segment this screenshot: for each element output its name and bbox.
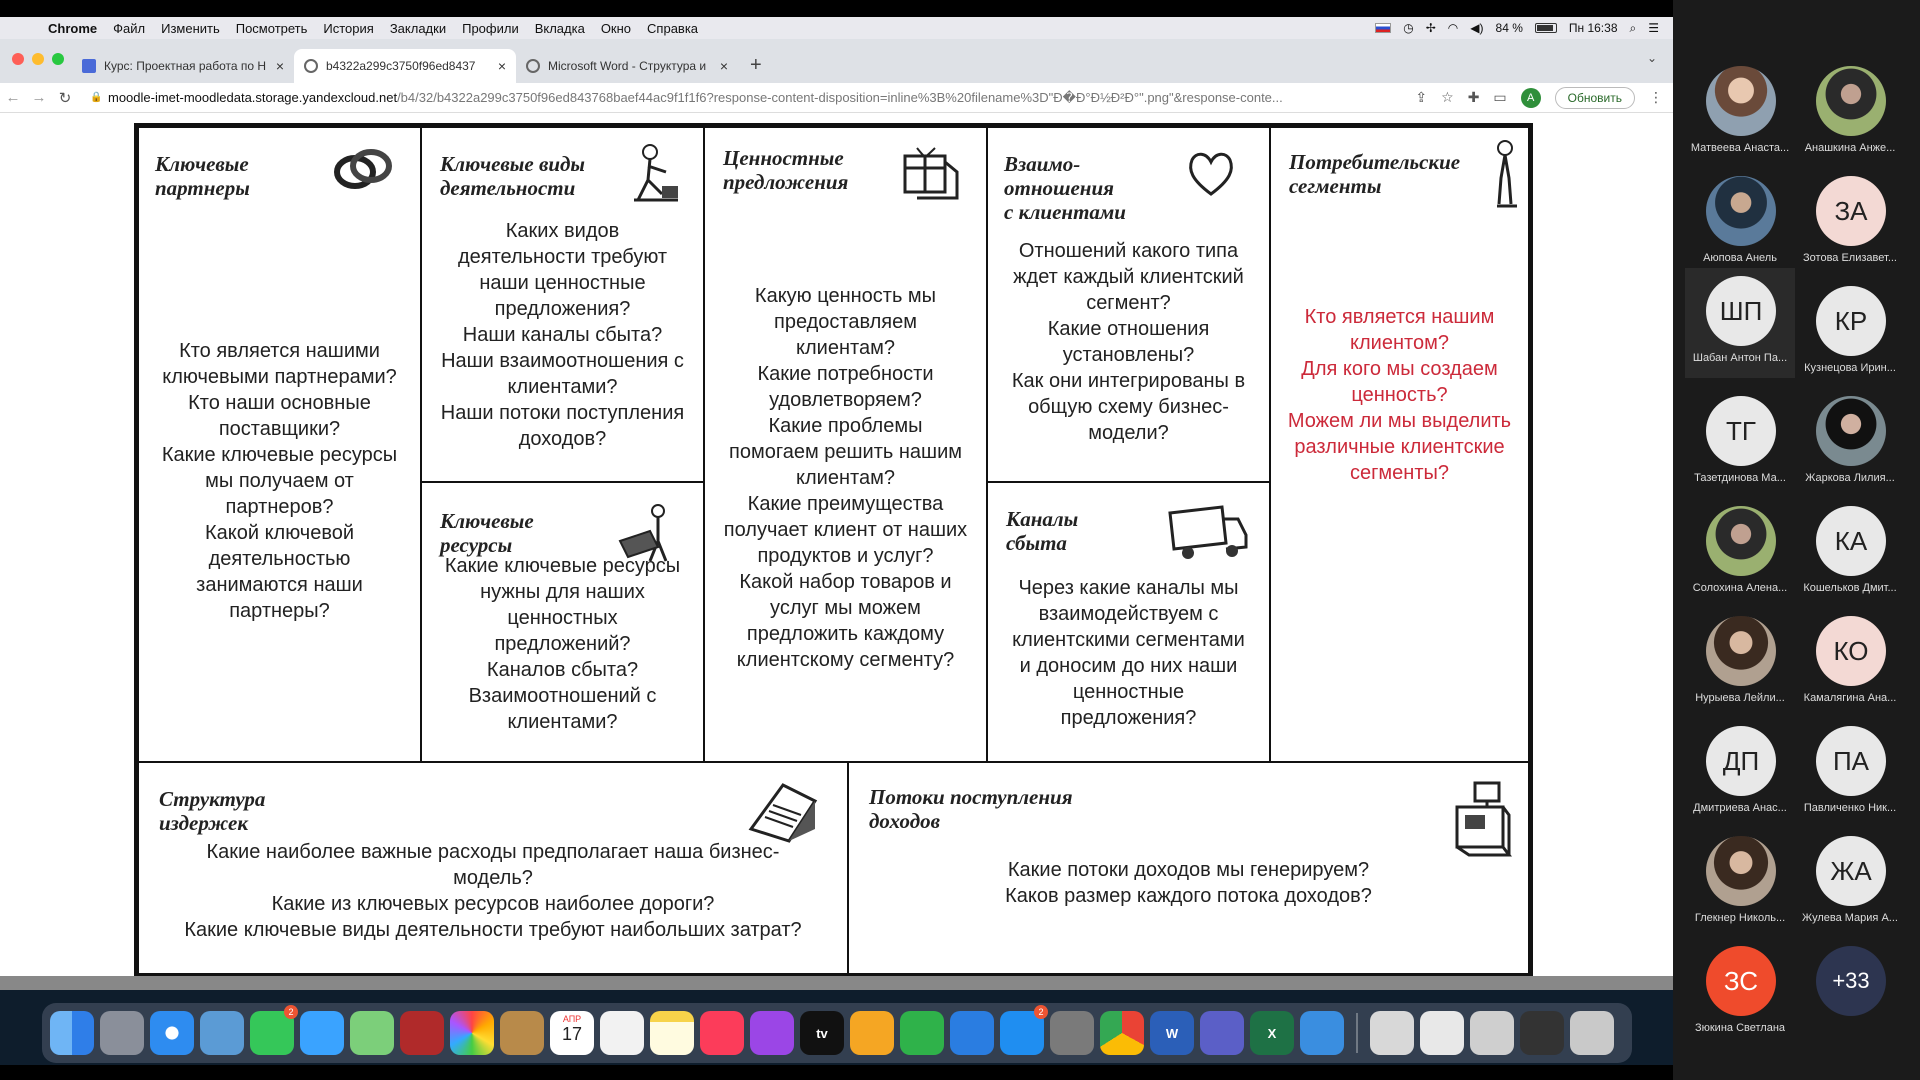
participant-name: Камалягина Ана... <box>1803 692 1897 704</box>
participant-name: Жаркова Лилия... <box>1805 472 1895 484</box>
input-language-icon[interactable] <box>1375 23 1391 33</box>
person-icon <box>1487 138 1523 210</box>
more-menu-icon[interactable]: ⋮ <box>1649 89 1663 105</box>
menu-tab[interactable]: Вкладка <box>534 20 585 36</box>
participant-name: Матвеева Анаста... <box>1690 142 1790 154</box>
more-participants-count: +33 <box>1816 946 1886 1016</box>
participant-name: Дмитриева Анас... <box>1693 802 1787 814</box>
block-text: Какую ценность мы предоставляем клиентам? Какие потребности удовлетворяем? Какие проблемы помогаем решить нашим клиентам? Какие преимущества получает клиент от наших продуктов и услуг? Какой набор товаров и услуг мы можем предложить каждому клиентскому сегменту? <box>723 285 968 671</box>
tab-title: b4322a299c3750f96ed8437 <box>326 59 476 73</box>
participant-tile-speaking[interactable] <box>1685 268 1795 378</box>
screen-share-icon[interactable] <box>1520 1011 1564 1055</box>
block-title: Ключевые партнеры <box>155 152 250 200</box>
dock-separator <box>1356 1013 1358 1053</box>
participant-name: Нурыева Лейли... <box>1695 692 1785 704</box>
block-title: Потоки поступления доходов <box>869 785 1073 833</box>
participant-tile[interactable] <box>1685 168 1795 278</box>
close-tab-icon[interactable]: × <box>497 58 506 74</box>
block-cost-structure <box>137 761 849 975</box>
menu-window[interactable]: Окно <box>600 20 632 36</box>
block-title: Каналы сбыта <box>1006 507 1079 555</box>
participant-name: Жулева Мария А... <box>1802 912 1898 924</box>
control-icon[interactable]: ✢ <box>1425 21 1436 35</box>
close-tab-icon[interactable]: × <box>275 58 284 74</box>
launchpad-icon[interactable] <box>100 1011 144 1055</box>
participant-avatar: КО <box>1816 616 1886 686</box>
block-value-propositions <box>703 126 988 763</box>
participant-tile[interactable] <box>1795 828 1905 938</box>
address-bar-row <box>0 83 1673 113</box>
url-host: moodle-imet-moodledata.storage.yandexcloud.net <box>108 89 398 105</box>
macos-dock <box>42 1003 1632 1063</box>
app-store-icon[interactable] <box>1000 1007 1044 1055</box>
menu-app-name[interactable]: Chrome <box>48 20 98 36</box>
participant-tile[interactable] <box>1685 388 1795 498</box>
facetime-icon[interactable] <box>250 1007 294 1055</box>
block-key-resources <box>420 481 705 763</box>
tab-search-chevron-icon[interactable]: ⌄ <box>1646 51 1657 65</box>
word-icon[interactable]: W <box>1150 1011 1194 1055</box>
participant-avatar <box>1816 396 1886 466</box>
toolbar-icons <box>1415 87 1673 109</box>
participant-tile[interactable] <box>1795 718 1905 828</box>
page-bottom-edge <box>0 976 1673 990</box>
participant-tile[interactable] <box>1685 718 1795 828</box>
block-title: Потребительские сегменты <box>1289 150 1461 198</box>
pages-icon[interactable] <box>850 1011 894 1055</box>
participant-avatar <box>1706 836 1776 906</box>
block-text: Какие ключевые ресурсы нужны для наших ценностных предложений? Каналов сбыта? Взаимоотношений с клиентами? <box>444 555 681 733</box>
facetime-badge: 2 <box>284 1005 298 1019</box>
extensions-puzzle-icon[interactable]: ✚ <box>1467 89 1480 105</box>
tab-image-active[interactable] <box>294 49 516 83</box>
block-title: Взаимо- отношения с клиентами <box>1004 152 1126 224</box>
calendar-icon[interactable] <box>550 1011 594 1055</box>
receipt-icon <box>743 779 823 845</box>
participant-tile[interactable] <box>1685 608 1795 718</box>
share-icon[interactable]: ⇪ <box>1415 89 1428 105</box>
participants-panel <box>1673 0 1920 1080</box>
side-panel-icon[interactable]: ▭ <box>1493 89 1507 105</box>
globe-icon <box>526 59 540 73</box>
participant-avatar: ЖА <box>1816 836 1886 906</box>
menu-profiles[interactable]: Профили <box>462 20 519 36</box>
photo-booth-icon[interactable] <box>400 1011 444 1055</box>
menu-history[interactable]: История <box>323 20 374 36</box>
tab-strip <box>72 47 762 83</box>
participant-name: Зюкина Светлана <box>1694 1022 1786 1034</box>
macos-menubar <box>0 17 1673 39</box>
business-model-canvas <box>125 113 1550 986</box>
participant-name: Кузнецова Ирин... <box>1804 362 1896 374</box>
block-text: Кто является нашими ключевыми партнерами? Кто наши основные поставщики? Какие ключевые ресурсы мы получаем от партнеров? Какой ключевой деятельностью занимаются наши партнеры? <box>161 340 398 622</box>
teams-icon[interactable] <box>1200 1011 1244 1055</box>
block-text: Кто является нашим клиентом? Для кого мы создаем ценность? Можем ли мы выделить различные клиентские сегменты? <box>1287 306 1512 484</box>
app-store-badge: 2 <box>1034 1005 1048 1019</box>
zoom-window-button[interactable] <box>52 53 64 65</box>
back-arrow-icon[interactable]: ← <box>5 89 21 106</box>
tab-title: Курс: Проектная работа по Н <box>104 59 267 73</box>
close-tab-icon[interactable]: × <box>719 58 728 74</box>
block-title: Структура издержек <box>159 787 266 835</box>
trash-icon[interactable] <box>1570 1011 1614 1055</box>
menu-help[interactable]: Справка <box>647 20 699 36</box>
block-title: Ключевые ресурсы <box>440 509 534 557</box>
participant-name: Шабан Антон Па... <box>1692 352 1788 364</box>
keynote-icon[interactable] <box>950 1011 994 1055</box>
block-customer-relationships <box>986 126 1271 483</box>
url-path: /b4/32/b4322a299c3750f96ed843768baef44ac9f1f1f6?response-content-disposition=inline%3B%20filename%3D"Ð�Ð°Ð½Ð²Ð°".png"&response-conte... <box>397 89 1283 105</box>
block-text: Через какие каналы мы взаимодействуем с клиентскими сегментами и доносим до них наши ценностные предложения? <box>1012 577 1245 729</box>
participant-name: Зотова Елизавет... <box>1803 252 1897 264</box>
participant-avatar: ТГ <box>1706 396 1776 466</box>
archive-utility-icon[interactable] <box>1370 1011 1414 1055</box>
participant-tile[interactable] <box>1685 828 1795 938</box>
participant-avatar: ДП <box>1706 726 1776 796</box>
notes-icon[interactable] <box>650 1011 694 1055</box>
menu-file[interactable]: Файл <box>113 20 146 36</box>
block-text: Каких видов деятельности требуют наши ценностные предложения? Наши каналы сбыта? Наши взаимоотношения с клиентами? Наши потоки поступления доходов? <box>440 220 685 450</box>
block-key-activities <box>420 126 705 483</box>
participant-tile[interactable] <box>1685 938 1795 1048</box>
participant-name: Аюпова Анель <box>1703 252 1777 264</box>
contacts-icon[interactable] <box>500 1011 544 1055</box>
menu-edit[interactable]: Изменить <box>161 20 220 36</box>
participant-tile[interactable] <box>1795 608 1905 718</box>
finder-icon[interactable] <box>50 1011 94 1055</box>
profile-avatar[interactable]: A <box>1521 88 1541 108</box>
minimize-window-button[interactable] <box>32 53 44 65</box>
participant-tile[interactable] <box>1795 498 1905 608</box>
calendar-day: 17 <box>561 1024 583 1044</box>
recent-document-icon[interactable] <box>1470 1011 1514 1055</box>
delivery-truck-icon <box>1166 503 1250 563</box>
participant-tile[interactable] <box>1685 58 1795 168</box>
participant-name: Солохина Алена... <box>1692 582 1788 594</box>
participant-name: Павличенко Ник... <box>1803 802 1897 814</box>
participant-tile[interactable] <box>1795 278 1905 388</box>
podcasts-icon[interactable] <box>750 1011 794 1055</box>
block-text: Какие потоки доходов мы генерируем? Каков размер каждого потока доходов? <box>1005 859 1372 907</box>
volume-icon[interactable]: ◀) <box>1470 21 1484 35</box>
participant-avatar <box>1706 176 1776 246</box>
chrome-icon[interactable] <box>1100 1011 1144 1055</box>
block-revenue-streams <box>847 761 1530 975</box>
forward-arrow-icon[interactable]: → <box>31 89 47 106</box>
excel-icon[interactable]: X <box>1250 1011 1294 1055</box>
music-icon[interactable] <box>700 1011 744 1055</box>
page-content <box>0 113 1673 990</box>
recent-window-icon[interactable] <box>1420 1011 1464 1055</box>
block-title: Ценностные предложения <box>723 146 849 194</box>
safari-icon[interactable] <box>150 1011 194 1055</box>
browser-tabbar <box>0 39 1673 83</box>
participant-tile[interactable] <box>1685 498 1795 608</box>
url-field[interactable] <box>108 90 1415 106</box>
update-button[interactable]: Обновить <box>1555 87 1635 109</box>
spotlight-search-icon[interactable]: ⌕ <box>1629 20 1637 35</box>
window-controls <box>12 53 64 65</box>
menu-view[interactable]: Посмотреть <box>235 20 308 36</box>
time-machine-icon[interactable]: ◷ <box>1403 21 1414 35</box>
chain-links-icon <box>331 142 395 198</box>
messages-icon[interactable] <box>300 1011 344 1055</box>
participant-avatar <box>1706 66 1776 136</box>
apple-tv-icon[interactable] <box>800 1011 844 1055</box>
reload-icon[interactable]: ↻ <box>58 89 72 107</box>
new-tab-button[interactable]: + <box>750 54 762 76</box>
participant-avatar: КР <box>1816 286 1886 356</box>
vpn-app-icon[interactable] <box>1300 1011 1344 1055</box>
menu-bookmarks[interactable]: Закладки <box>389 20 447 36</box>
participant-avatar <box>1706 506 1776 576</box>
block-text: Какие наиболее важные расходы предполагает наша бизнес- модель? Какие из ключевых ресурсов наиболее дороги? Какие ключевые виды деятельности требуют наибольших затрат? <box>184 841 802 941</box>
apple-tv-label: tv <box>816 1025 828 1041</box>
reminders-icon[interactable] <box>600 1011 644 1055</box>
lock-icon[interactable]: 🔒 <box>90 92 103 103</box>
participant-avatar: ЗА <box>1816 176 1886 246</box>
participant-name: Анашкина Анже... <box>1804 142 1896 154</box>
heart-icon <box>1184 146 1238 198</box>
calendar-month: АПР <box>562 1014 582 1024</box>
block-customer-segments <box>1269 126 1530 763</box>
block-text: Отношений какого типа ждет каждый клиентский сегмент? Какие отношения установлены? Как они интегрированы в общую схему бизнес- модели? <box>1011 240 1246 444</box>
photos-icon[interactable] <box>450 1011 494 1055</box>
tab-title: Microsoft Word - Структура и <box>548 59 707 73</box>
participant-avatar: ЗС <box>1706 946 1776 1016</box>
participant-avatar: ПА <box>1816 726 1886 796</box>
participant-tile[interactable] <box>1795 58 1905 168</box>
participant-avatar <box>1816 66 1886 136</box>
canvas-frame <box>134 123 1533 978</box>
maps-icon[interactable] <box>350 1011 394 1055</box>
participant-tile[interactable] <box>1795 168 1905 278</box>
clock[interactable]: Пн 16:38 <box>1568 21 1618 35</box>
tab-word-document[interactable] <box>516 49 738 83</box>
gift-box-icon <box>897 142 963 202</box>
battery-percent: 84 % <box>1495 21 1523 35</box>
block-channels <box>986 481 1271 763</box>
battery-icon[interactable] <box>1535 23 1557 33</box>
participant-tile[interactable] <box>1795 388 1905 498</box>
close-window-button[interactable] <box>12 53 24 65</box>
block-title: Ключевые виды деятельности <box>440 152 585 200</box>
control-center-icon[interactable]: ☰ <box>1648 21 1659 35</box>
system-preferences-icon[interactable] <box>1050 1011 1094 1055</box>
block-key-partners <box>137 126 422 763</box>
participant-name: Тазетдинова Ма... <box>1694 472 1786 484</box>
moodle-icon <box>82 59 96 73</box>
participant-avatar: КА <box>1816 506 1886 576</box>
participant-avatar: ШП <box>1706 276 1776 346</box>
menubar-status <box>1375 21 1673 36</box>
participant-avatar <box>1706 616 1776 686</box>
more-participants-button[interactable] <box>1795 938 1905 1048</box>
numbers-icon[interactable] <box>900 1011 944 1055</box>
tab-moodle-course[interactable] <box>72 49 294 83</box>
participant-name: Кошельков Дмит... <box>1803 582 1897 594</box>
bookmark-star-icon[interactable]: ☆ <box>1441 89 1454 105</box>
worker-icon <box>628 142 684 204</box>
globe-icon <box>304 59 318 73</box>
cash-register-icon <box>1449 777 1515 857</box>
participant-name: Глекнер Николь... <box>1694 912 1786 924</box>
wifi-icon[interactable]: ◠ <box>1447 21 1459 35</box>
mail-icon[interactable] <box>200 1011 244 1055</box>
